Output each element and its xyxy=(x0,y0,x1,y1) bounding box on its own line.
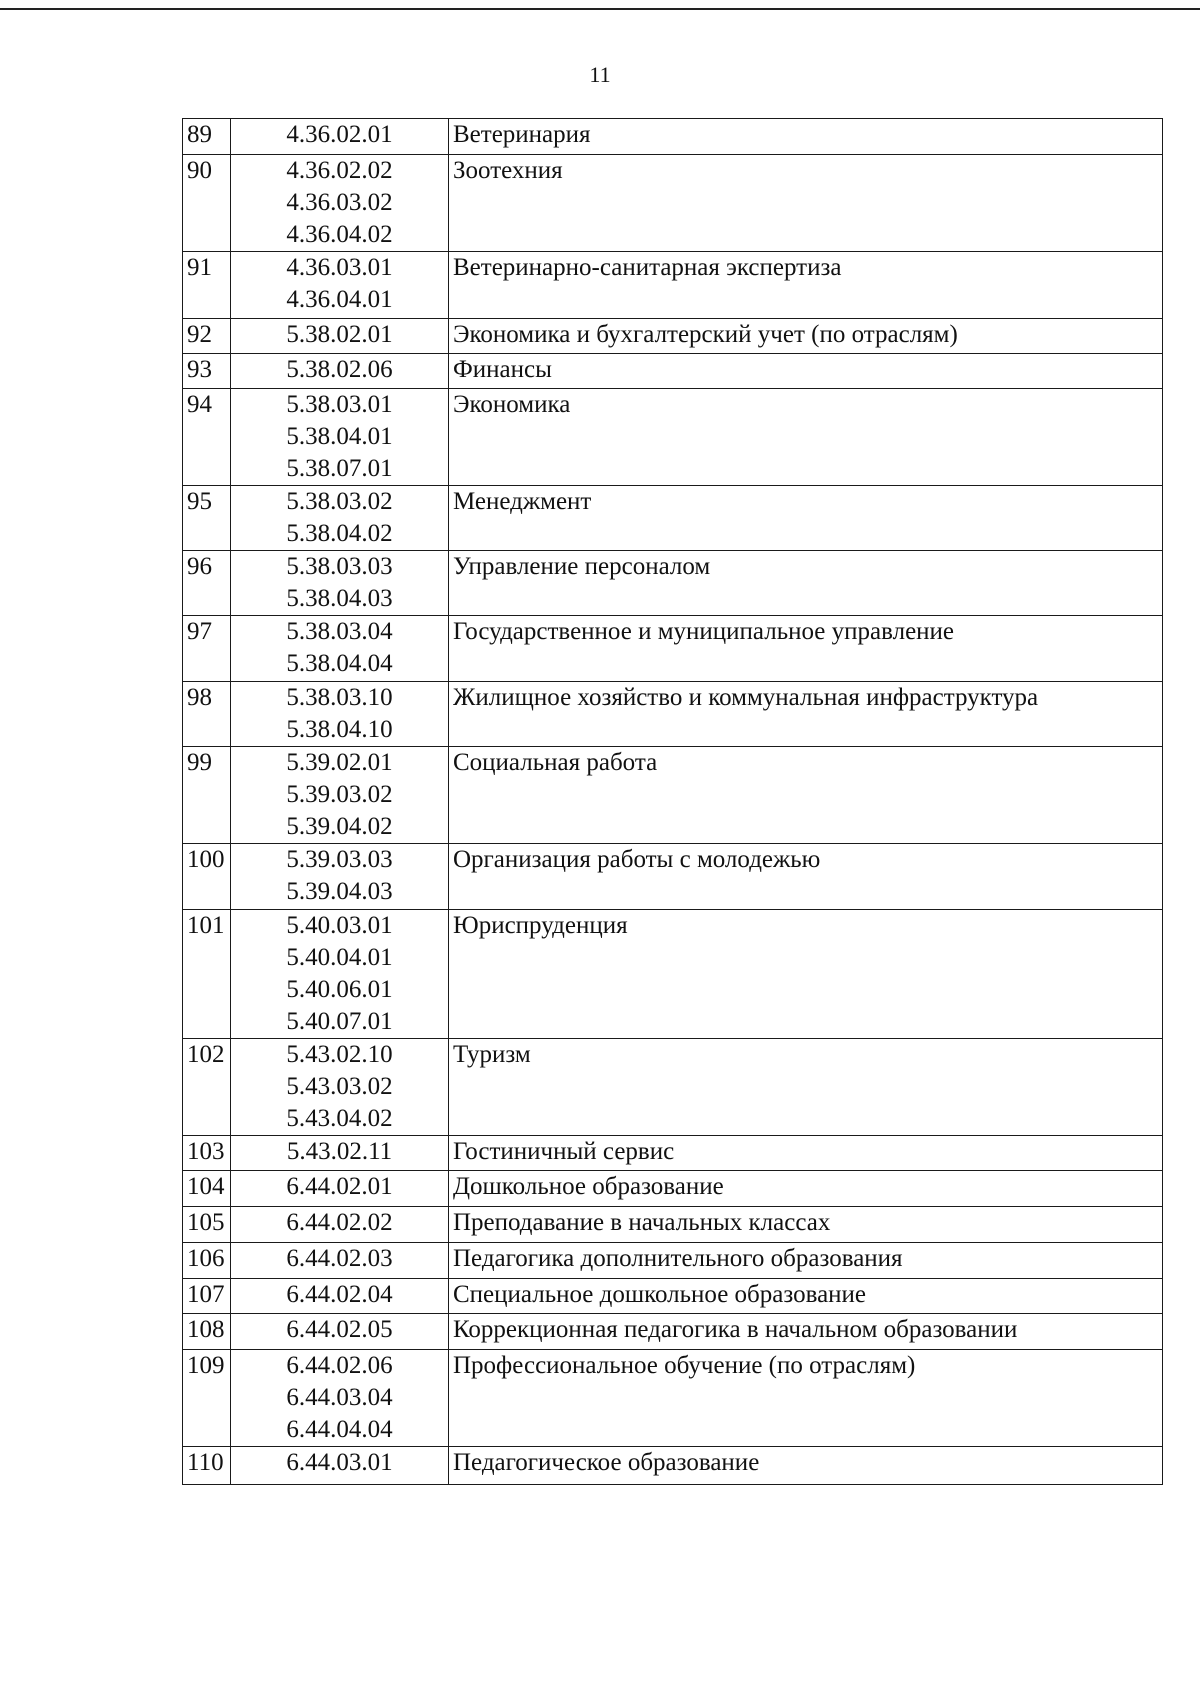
specialty-codes xyxy=(231,389,449,486)
row-number: 94 xyxy=(183,389,231,486)
row-number: 97 xyxy=(183,616,231,682)
table-row xyxy=(183,319,1163,354)
specialty-code: 5.38.02.01 xyxy=(286,321,393,348)
specialty-name: Коррекционная педагогика в начальном образовании xyxy=(449,1314,1163,1350)
specialty-name: Ветеринарно-санитарная экспертиза xyxy=(449,252,1163,319)
table-row xyxy=(183,1279,1163,1314)
specialty-code: 4.36.03.02 xyxy=(286,189,393,216)
row-number: 105 xyxy=(183,1207,231,1243)
row-number: 90 xyxy=(183,155,231,252)
specialty-codes xyxy=(231,747,449,844)
specialty-code: 5.39.04.02 xyxy=(286,813,393,840)
row-number: 93 xyxy=(183,354,231,389)
specialty-codes xyxy=(231,1039,449,1136)
specialty-codes xyxy=(231,682,449,747)
specialty-code: 4.36.02.02 xyxy=(286,157,393,184)
table-row xyxy=(183,119,1163,155)
specialty-codes xyxy=(231,1171,449,1207)
table-row xyxy=(183,910,1163,1039)
table-row xyxy=(183,354,1163,389)
table-row xyxy=(183,252,1163,319)
specialty-name: Социальная работа xyxy=(449,747,1163,844)
specialty-code: 5.43.02.11 xyxy=(286,1138,393,1165)
table-row xyxy=(183,1243,1163,1279)
specialty-code: 6.44.02.03 xyxy=(286,1245,393,1272)
specialty-code: 4.36.03.01 xyxy=(286,254,393,281)
row-number: 92 xyxy=(183,319,231,354)
specialty-code: 5.38.04.10 xyxy=(286,716,393,743)
specialty-code: 5.39.04.03 xyxy=(286,878,393,905)
specialty-name: Экономика xyxy=(449,389,1163,486)
specialty-code: 5.38.03.01 xyxy=(286,391,393,418)
specialty-codes xyxy=(231,1350,449,1447)
specialty-code: 4.36.04.01 xyxy=(286,286,393,313)
specialty-codes xyxy=(231,486,449,551)
specialty-code: 6.44.02.06 xyxy=(286,1352,393,1379)
specialty-codes xyxy=(231,1314,449,1350)
specialty-code: 6.44.02.02 xyxy=(286,1209,393,1236)
specialty-code: 5.40.07.01 xyxy=(286,1008,393,1035)
table-row xyxy=(183,1314,1163,1350)
row-number: 98 xyxy=(183,682,231,747)
table-row xyxy=(183,1447,1163,1485)
specialty-name: Педагогика дополнительного образования xyxy=(449,1243,1163,1279)
row-number: 99 xyxy=(183,747,231,844)
specialty-name: Управление персоналом xyxy=(449,551,1163,616)
specialty-code: 4.36.04.02 xyxy=(286,221,393,248)
specialty-codes xyxy=(231,155,449,252)
specialty-name: Финансы xyxy=(449,354,1163,389)
specialty-name: Юриспруденция xyxy=(449,910,1163,1039)
specialty-codes xyxy=(231,1279,449,1314)
specialty-code: 5.38.07.01 xyxy=(286,455,393,482)
specialty-codes xyxy=(231,1207,449,1243)
specialty-name: Государственное и муниципальное управление xyxy=(449,616,1163,682)
specialty-codes xyxy=(231,1447,449,1485)
specialty-code: 5.38.03.10 xyxy=(286,684,393,711)
row-number: 89 xyxy=(183,119,231,155)
specialty-codes xyxy=(231,252,449,319)
specialty-code: 5.38.03.02 xyxy=(286,488,393,515)
table-row xyxy=(183,1171,1163,1207)
table-row xyxy=(183,551,1163,616)
page-number: 11 xyxy=(589,62,611,87)
specialty-name: Педагогическое образование xyxy=(449,1447,1163,1485)
specialty-code: 5.39.02.01 xyxy=(286,749,393,776)
specialty-code: 5.38.04.01 xyxy=(286,423,393,450)
specialty-name: Зоотехния xyxy=(449,155,1163,252)
specialty-code: 5.40.06.01 xyxy=(286,976,393,1003)
specialty-code: 5.43.03.02 xyxy=(286,1073,393,1100)
specialty-codes xyxy=(231,616,449,682)
specialty-code: 5.38.04.02 xyxy=(286,520,393,547)
specialty-name: Профессиональное обучение (по отраслям) xyxy=(449,1350,1163,1447)
specialty-name: Гостиничный сервис xyxy=(449,1136,1163,1171)
specialty-name: Экономика и бухгалтерский учет (по отраслям) xyxy=(449,319,1163,354)
table-row xyxy=(183,389,1163,486)
row-number: 100 xyxy=(183,844,231,910)
row-number: 108 xyxy=(183,1314,231,1350)
top-rule xyxy=(0,8,1200,10)
table-row xyxy=(183,1136,1163,1171)
row-number: 107 xyxy=(183,1279,231,1314)
specialty-code: 5.38.03.04 xyxy=(286,618,393,645)
table-row xyxy=(183,155,1163,252)
specialty-code: 6.44.03.04 xyxy=(286,1384,393,1411)
specialties-table xyxy=(182,118,1163,1485)
row-number: 101 xyxy=(183,910,231,1039)
specialty-name: Организация работы с молодежью xyxy=(449,844,1163,910)
specialty-codes xyxy=(231,844,449,910)
specialty-code: 5.43.04.02 xyxy=(286,1105,393,1132)
specialty-codes xyxy=(231,551,449,616)
specialty-codes xyxy=(231,119,449,155)
row-number: 102 xyxy=(183,1039,231,1136)
table-body xyxy=(183,119,1163,1485)
specialty-name: Ветеринария xyxy=(449,119,1163,155)
table-row xyxy=(183,844,1163,910)
table-row xyxy=(183,1207,1163,1243)
specialty-codes xyxy=(231,1136,449,1171)
specialty-code: 6.44.03.01 xyxy=(286,1449,393,1476)
specialty-name: Туризм xyxy=(449,1039,1163,1136)
specialty-name: Менеджмент xyxy=(449,486,1163,551)
specialty-name: Дошкольное образование xyxy=(449,1171,1163,1207)
row-number: 104 xyxy=(183,1171,231,1207)
specialty-name: Специальное дошкольное образование xyxy=(449,1279,1163,1314)
specialty-code: 5.40.03.01 xyxy=(286,912,393,939)
specialty-codes xyxy=(231,910,449,1039)
specialty-code: 5.38.02.06 xyxy=(286,356,393,383)
specialty-code: 5.38.04.04 xyxy=(286,650,393,677)
specialty-codes xyxy=(231,319,449,354)
row-number: 103 xyxy=(183,1136,231,1171)
table-row xyxy=(183,486,1163,551)
specialty-code: 5.39.03.03 xyxy=(286,846,393,873)
row-number: 109 xyxy=(183,1350,231,1447)
row-number: 91 xyxy=(183,252,231,319)
row-number: 96 xyxy=(183,551,231,616)
specialty-code: 5.40.04.01 xyxy=(286,944,393,971)
table-row xyxy=(183,1039,1163,1136)
specialty-code: 6.44.02.01 xyxy=(286,1173,393,1200)
specialty-name: Жилищное хозяйство и коммунальная инфраструктура xyxy=(449,682,1163,747)
table-row xyxy=(183,682,1163,747)
specialty-name: Преподавание в начальных классах xyxy=(449,1207,1163,1243)
specialty-codes xyxy=(231,354,449,389)
specialty-code: 5.39.03.02 xyxy=(286,781,393,808)
row-number: 110 xyxy=(183,1447,231,1485)
row-number: 106 xyxy=(183,1243,231,1279)
specialty-codes xyxy=(231,1243,449,1279)
table-row xyxy=(183,1350,1163,1447)
specialty-code: 5.38.03.03 xyxy=(286,553,393,580)
specialty-code: 4.36.02.01 xyxy=(286,121,393,148)
specialty-code: 6.44.04.04 xyxy=(286,1416,393,1443)
row-number: 95 xyxy=(183,486,231,551)
specialty-code: 5.38.04.03 xyxy=(286,585,393,612)
table-row xyxy=(183,616,1163,682)
table-row xyxy=(183,747,1163,844)
specialty-code: 5.43.02.10 xyxy=(286,1041,393,1068)
specialty-code: 6.44.02.04 xyxy=(286,1281,393,1308)
specialty-code: 6.44.02.05 xyxy=(286,1316,393,1343)
